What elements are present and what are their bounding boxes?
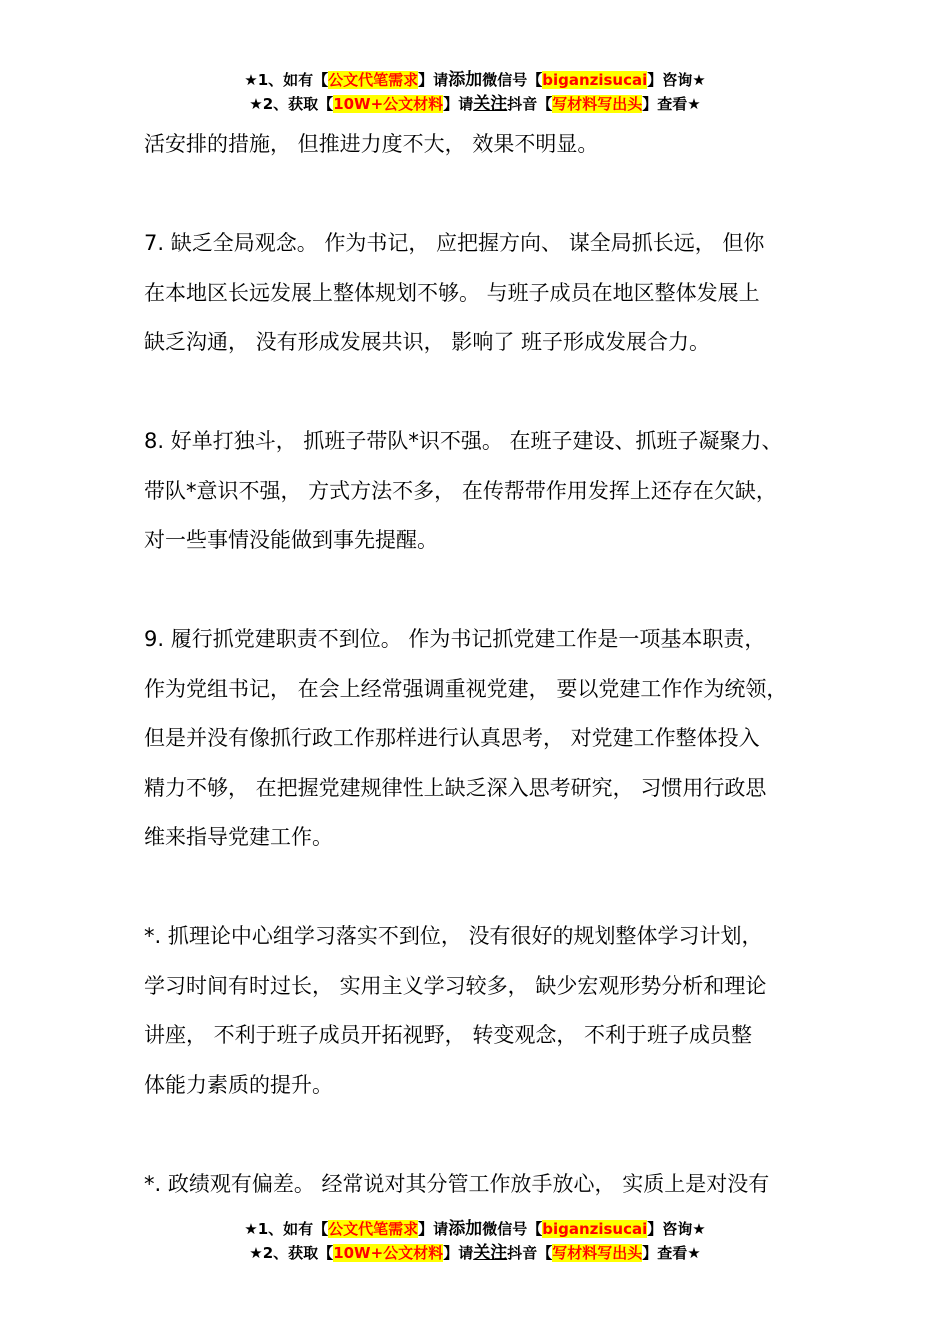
text-line: 缺乏沟通， 没有形成发展共识， 影响了 班子形成发展合力。 xyxy=(144,330,711,354)
document-body xyxy=(144,120,844,1209)
text-line: *. 政绩观有偏差。 经常说对其分管工作放手放心， 实质上是对没有 xyxy=(144,1171,770,1196)
paragraph xyxy=(144,1160,844,1210)
text-line: 8. 好单打独斗， 抓班子带队*识不强。 在班子建设、抓班子凝聚力、 xyxy=(144,429,783,453)
banner-emphasis: 添加 xyxy=(448,70,483,90)
text-line: 在本地区长远发展上整体规划不够。 与班子成员在地区整体发展上 xyxy=(144,280,760,305)
banner-highlight: 写材料写出头 xyxy=(552,95,643,113)
text-line: 活安排的措施， 但推进力度不大， 效果不明显。 xyxy=(144,132,599,156)
banner-text: 】请 xyxy=(443,95,474,113)
banner-prefix: ★1、如有【 xyxy=(244,1220,329,1238)
paragraph xyxy=(144,615,844,863)
header-banner xyxy=(0,68,950,116)
text-line: 作为党组书记， 在会上经常强调重视党建， 要以党建工作作为统领， xyxy=(144,676,788,701)
banner-text: 微信号【 xyxy=(482,71,543,89)
banner-highlight: 写材料写出头 xyxy=(552,1244,643,1262)
text-line: 体能力素质的提升。 xyxy=(144,1072,333,1097)
banner-prefix: ★2、获取【 xyxy=(249,1244,334,1262)
text-line: 对一些事情没能做到事先提醒。 xyxy=(144,528,438,552)
banner-text: 】请 xyxy=(418,71,449,89)
banner-highlight: 公文代笔需求 xyxy=(328,71,419,89)
text-line: 维来指导党建工作。 xyxy=(144,825,333,849)
paragraph xyxy=(144,120,844,170)
text-line: 讲座， 不利于班子成员开拓视野， 转变观念， 不利于班子成员整 xyxy=(144,1023,753,1047)
banner-text: 抖音【 xyxy=(507,95,553,113)
banner-text: 抖音【 xyxy=(507,1244,553,1262)
banner-highlight: biganzisucai xyxy=(542,71,648,89)
footer-banner xyxy=(0,1217,950,1265)
banner-text: 】请 xyxy=(418,1220,449,1238)
banner-line-2 xyxy=(0,1241,950,1265)
banner-suffix: 】咨询★ xyxy=(647,1220,706,1238)
banner-highlight: 公文代笔需求 xyxy=(328,1220,419,1238)
banner-highlight: 10W+公文材料 xyxy=(333,95,444,113)
banner-emphasis: 关注 xyxy=(473,94,508,114)
paragraph xyxy=(144,912,844,1110)
banner-suffix: 】查看★ xyxy=(642,95,701,113)
text-line: 带队*意识不强， 方式方法不多， 在传帮带作用发挥上还存在欠缺， xyxy=(144,478,777,503)
banner-text: 】请 xyxy=(443,1244,474,1262)
text-line: 学习时间有时过长， 实用主义学习较多， 缺少宏观形势分析和理论 xyxy=(144,973,767,998)
banner-text: 微信号【 xyxy=(482,1220,543,1238)
text-line: 精力不够， 在把握党建规律性上缺乏深入思考研究， 习惯用行政思 xyxy=(144,775,767,800)
text-line: *. 抓理论中心组学习落实不到位， 没有很好的规划整体学习计划， xyxy=(144,924,763,948)
banner-suffix: 】查看★ xyxy=(642,1244,701,1262)
banner-line-1 xyxy=(0,68,950,92)
banner-emphasis: 关注 xyxy=(473,1243,508,1263)
banner-prefix: ★1、如有【 xyxy=(244,71,329,89)
banner-line-1 xyxy=(0,1217,950,1241)
banner-highlight: biganzisucai xyxy=(542,1220,648,1238)
banner-suffix: 】咨询★ xyxy=(647,71,706,89)
banner-emphasis: 添加 xyxy=(448,1219,483,1239)
banner-line-2 xyxy=(0,92,950,116)
text-line: 9. 履行抓党建职责不到位。 作为书记抓党建工作是一项基本职责， xyxy=(144,627,766,651)
text-line: 但是并没有像抓行政工作那样进行认真思考， 对党建工作整体投入 xyxy=(144,726,760,750)
banner-highlight: 10W+公文材料 xyxy=(333,1244,444,1262)
text-line: 7. 缺乏全局观念。 作为书记， 应把握方向、 谋全局抓长远， 但你 xyxy=(144,231,765,255)
paragraph xyxy=(144,417,844,566)
paragraph xyxy=(144,219,844,368)
banner-prefix: ★2、获取【 xyxy=(249,95,334,113)
